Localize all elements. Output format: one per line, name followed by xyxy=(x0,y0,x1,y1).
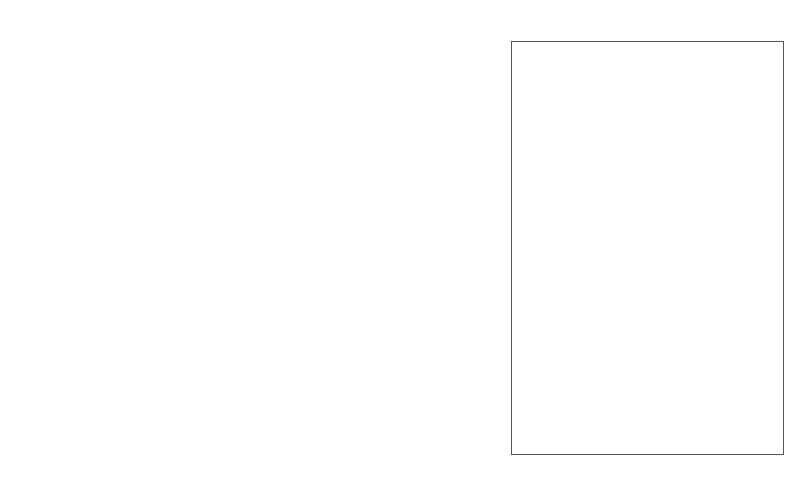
events-panel xyxy=(511,41,784,455)
